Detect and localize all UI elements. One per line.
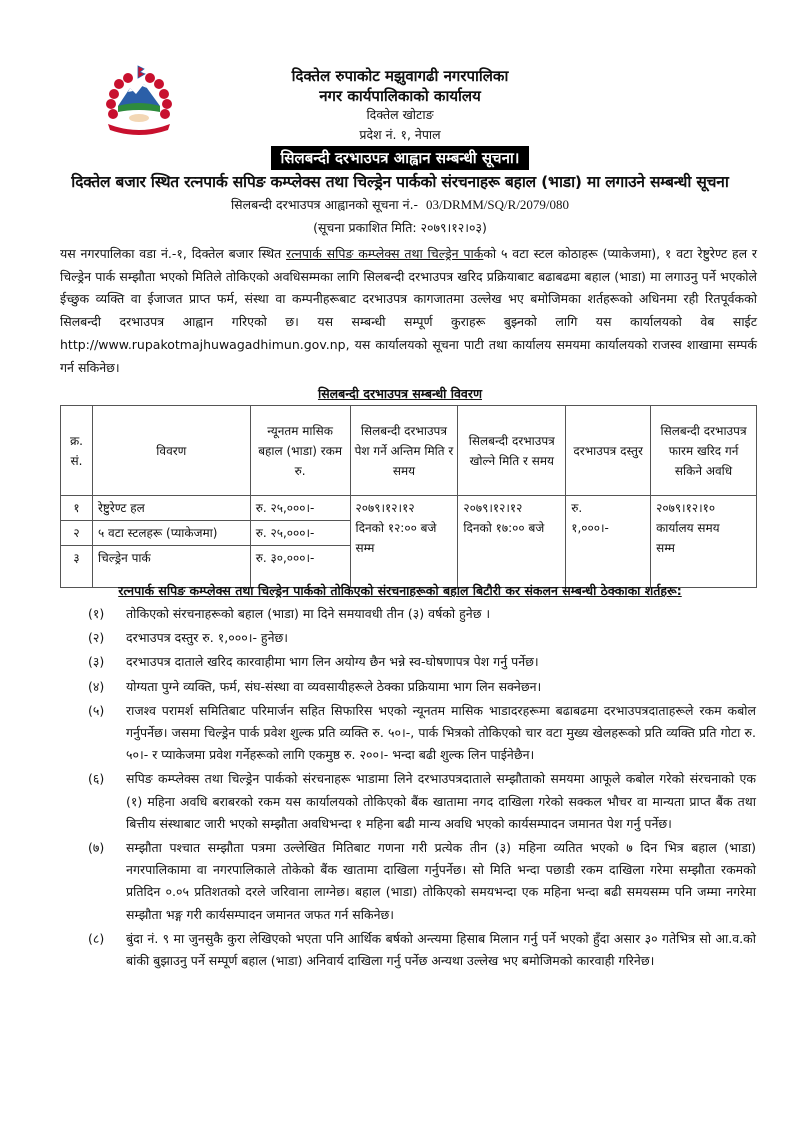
terms-title	[0, 582, 800, 599]
table-title-text: सिलबन्दी दरभाउपत्र सम्बन्धी विवरण	[317, 386, 483, 401]
terms-list	[88, 603, 756, 974]
row-min-rent: रु. ३०,०००।-	[250, 546, 350, 588]
notice-reference	[0, 196, 800, 213]
term-text: राजश्व परामर्श समितिबाट परिमार्जन सहित सिफारिस भएको न्यूनतम मासिक भाडादरहरूमा बढाबढमा दरभाउपत्रदाताहरूले रकम कबोल गर्नुपर्नेछ। जसमा चिल्ड्रेन पार्क प्रवेश शुल्क प्रति व्यक्ति रु. ५०।-, पार्क भित्रको तोकिएको चार वटा मुख्य खेलहरूको प्रति व्यक्ति प्रति गोटा रु. ५०।- र प्याकेजमा प्रवेश गर्नेहरूको लागि एकमुष्ठ रु. २००।- भन्दा बढी शुल्क लिन पाईनेछैन।	[126, 702, 756, 763]
term-text: दरभाउपत्र दाताले खरिद कारवाहीमा भाग लिन अयोग्य छैन भन्ने स्व-घोषणापत्र पेश गर्नु पर्नेछ।	[126, 654, 539, 670]
header-purchase-period: सिलबन्दी दरभाउपत्र फारम खरिद गर्न सकिने अवधि	[651, 406, 757, 496]
intro-paragraph	[60, 243, 757, 379]
intro-underlined-venue: रत्नपार्क सपिङ कम्प्लेक्स तथा चिल्ड्रेन पार्क	[286, 246, 484, 261]
terms-title-text: रत्नपार्क सपिङ कम्प्लेक्स तथा चिल्ड्रेन पार्कको तोकिएको संरचनाहरूको बहाल बिटौरी कर संकलन सम्बन्धी ठेक्काका शर्तहरू:	[118, 583, 682, 598]
row-description: रेष्टुरेण्ट हल	[92, 496, 250, 521]
term-item	[88, 928, 756, 972]
term-number: (८)	[88, 930, 105, 946]
term-item	[88, 603, 756, 625]
notice-banner-text: सिलबन्दी दरभाउपत्र आह्वान सम्बन्धी सूचना।	[271, 146, 530, 170]
row-description: ५ वटा स्टलहरू (प्याकेजमा)	[92, 521, 250, 546]
province-country: प्रदेश नं. १, नेपाल	[359, 127, 441, 142]
header-serial: क्र. सं.	[61, 406, 93, 496]
term-text: तोकिएको संरचनाहरूको बहाल (भाडा) मा दिने समयावधी तीन (३) वर्षको हुनेछ ।	[126, 606, 491, 621]
notice-reference-label: सिलबन्दी दरभाउपत्र आह्वानको सूचना नं.-	[230, 197, 419, 212]
fee-amount: १,०००।-	[571, 521, 609, 535]
submission-until: सम्म	[355, 541, 375, 555]
header-submission-deadline: सिलबन्दी दरभाउपत्र पेश गर्ने अन्तिम मिति र समय	[350, 406, 458, 496]
term-number: (१)	[88, 606, 105, 621]
header-min-rent: न्यूनतम मासिक बहाल (भाडा) रकम रु.	[250, 406, 350, 496]
row-min-rent: रु. २५,०००।-	[250, 521, 350, 546]
term-item	[88, 837, 756, 926]
term-number: (३)	[88, 654, 105, 670]
row-description: चिल्ड्रेन पार्क	[92, 546, 250, 588]
submission-date: २०७९।१२।१२	[355, 501, 415, 515]
bid-details-table	[60, 405, 757, 588]
term-item	[88, 651, 756, 673]
header-opening-time: सिलबन्दी दरभाउपत्र खोल्ने मिति र समय	[458, 406, 566, 496]
term-number: (६)	[88, 771, 105, 787]
term-item	[88, 700, 756, 767]
purchase-office-hours: कार्यालय समय	[656, 521, 720, 535]
municipality-name: दिक्तेल रुपाकोट मझुवागढी नगरपालिका	[291, 67, 509, 85]
term-number: (७)	[88, 840, 105, 856]
purchase-date: २०७९।१२।१०	[656, 501, 716, 515]
office-name: नगर कार्यपालिकाको कार्यालय	[319, 87, 481, 105]
intro-part-2: को ५ वटा स्टल कोठाहरू (प्याकेजमा), १ वटा रेष्टुरेण्ट हल र चिल्ड्रेन पार्क सम्झौता भएको मितिले तोकिएको अवधिसम्मका लागि सिलबन्दी दरभाउपत्र खरिद प्रक्रियाबाट बढाबढमा बहाल (भाडा) मा लगाउनु पर्ने भएकोले ईच्छुक व्यक्ति वा ईजाजत प्राप्त फर्म, संस्था वा कम्पनीहरूबाट दरभाउपत्र कागजातमा उल्लेख भए बमोजिमका शर्तहरूको अधिनमा रही रितपूर्वकको सिलबन्दी दरभाउपत्र आह्वान गरिएको छ। यस सम्बन्धी सम्पूर्ण कुराहरू बुझ्नको लागि यस कार्यालयको वेब साईट http://www.rupakotmajhuwagadhimun.gov.np, यस कार्यालयको सूचना पाटी तथा कार्यालय समयमा कार्यालयको राजस्व शाखामा सम्पर्क गर्न सकिनेछ।	[60, 246, 757, 375]
term-item	[88, 768, 756, 835]
purchase-period-cell	[651, 496, 757, 588]
term-number: (५)	[88, 702, 105, 718]
term-text: दरभाउपत्र दस्तुर रु. १,०००।- हुनेछ।	[126, 630, 289, 646]
opening-date: २०७९।१२।१२	[463, 501, 523, 515]
term-text: योग्यता पुग्ने व्यक्ति, फर्म, संघ-संस्था वा व्यवसायीहरूले ठेक्का प्रक्रियामा भाग लिन सक्नेछन।	[126, 678, 542, 694]
fee-prefix: रु.	[571, 501, 583, 515]
row-min-rent: रु. २५,०००।-	[250, 496, 350, 521]
header-description: विवरण	[92, 406, 250, 496]
term-text: बुंदा नं. ९ मा जुनसुकै कुरा लेखिएको भएता पनि आर्थिक बर्षको अन्त्यमा हिसाब मिलान गर्नु पर्ने भएको हुँदा असार ३० गतेभित्र सो आ.व.को बांकी बुझाउनु पर्ने सम्पूर्ण बहाल (भाडा) अनिवार्य दाखिला गर्नु पर्नेछ अन्यथा उल्लेख भए बमोजिमको कारवाही गरिनेछ।	[126, 930, 756, 969]
term-number: (२)	[88, 630, 105, 646]
submission-deadline-cell	[350, 496, 458, 588]
row-serial: २	[61, 521, 93, 546]
header-fee: दरभाउपत्र दस्तुर	[566, 406, 651, 496]
purchase-until: सम्म	[656, 541, 675, 555]
row-serial: १	[61, 496, 93, 521]
term-text: सम्झौता पश्चात सम्झौता पत्रमा उल्लेखित मितिबाट गणना गरी प्रत्येक तीन (३) महिना व्यतित भएको ७ दिन भित्र बहाल (भाडा) नगरपालिकामा वा नगरपालिकाले तोकेको बैंक खातामा दाखिला गर्नुपर्नेछ। सो मिति भन्दा पछाडी रकम दाखिला गरेमा सम्झौता रकमको प्रतिदिन ०.०५ प्रतिशतको दरले जरिवाना लाग्नेछ। बहाल (भाडा) तोकिएको समयभन्दा एक महिना भन्दा बढी समयसम्म पनि जम्मा नगरेमा सम्झौता भङ्ग गरी कार्यसम्पादन जमानत जफत गर्न सकिनेछ।	[126, 840, 756, 922]
term-number: (४)	[88, 678, 105, 694]
fee-cell	[566, 496, 651, 588]
notice-banner	[0, 146, 800, 170]
office-location: दिक्तेल खोटाङ	[366, 107, 434, 122]
term-item	[88, 627, 756, 649]
published-date: (सूचना प्रकाशित मिति: २०७९।१२।०३)	[313, 220, 487, 235]
submission-time: दिनको १२:०० बजे	[355, 521, 437, 535]
row-serial: ३	[61, 546, 93, 588]
table-row	[61, 496, 757, 521]
table-title	[0, 385, 800, 402]
term-item	[88, 676, 756, 698]
intro-part-1: यस नगरपालिका वडा नं.-१, दिक्तेल बजार स्थित	[60, 246, 287, 261]
table-header-row	[61, 406, 757, 496]
notice-subtitle: दिक्तेल बजार स्थित रत्नपार्क सपिङ कम्प्लेक्स तथा चिल्ड्रेन पार्कको संरचनाहरू बहाल (भाडा) मा लगाउने सम्बन्धी सूचना	[71, 173, 729, 191]
opening-time: दिनको १७:०० बजे	[463, 521, 545, 535]
opening-time-cell	[458, 496, 566, 588]
notice-reference-number: 03/DRMM/SQ/R/2079/080	[426, 197, 570, 212]
term-text: सपिङ कम्प्लेक्स तथा चिल्ड्रेन पार्कको संरचनाहरू भाडामा लिने दरभाउपत्रदाताले सम्झौताको समयमा आफूले कबोल गरेको संरचनाको एक (१) महिना अवधि बराबरको रकम यस कार्यालयको तोकिएको बैंक खातामा नगद दाखिला गरेको सक्कल भौचर वा मान्यता प्राप्त बैंक तथा बित्तीय संस्थाबाट जारी भएको सम्झौता अवधिभन्दा १ महिना बढी मान्य अवधि भएको कार्यसम्पादन जमानत पेश गर्नु पर्नेछ।	[126, 771, 756, 831]
